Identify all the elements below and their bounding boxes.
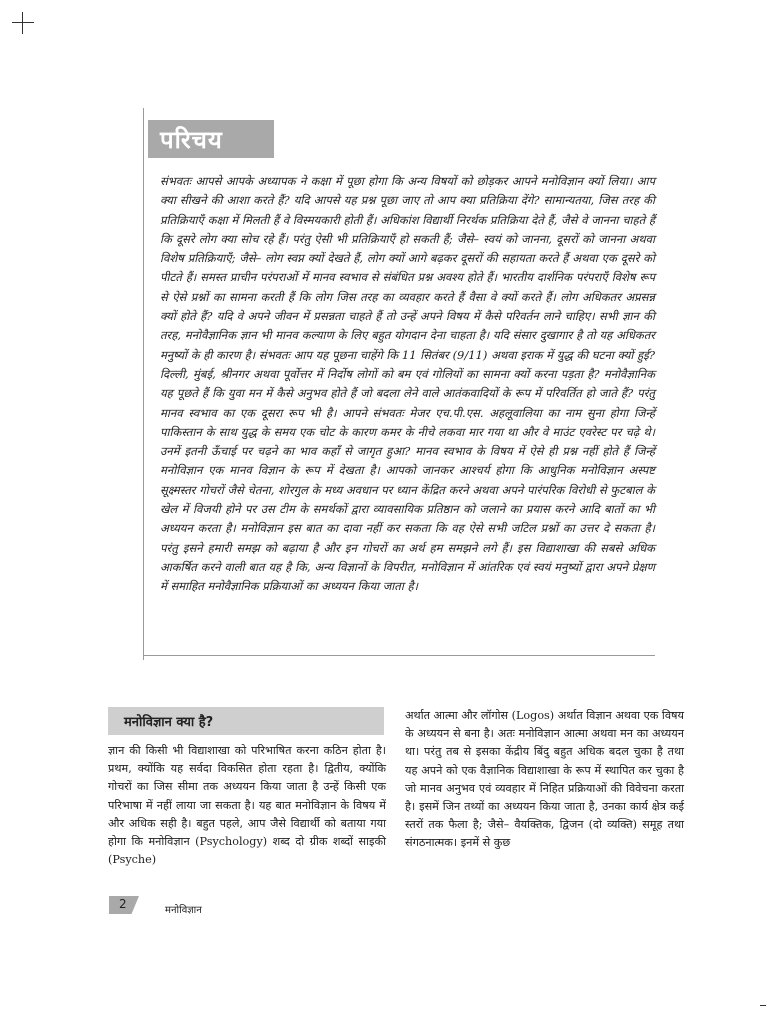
intro-border-vertical xyxy=(143,108,144,660)
right-column-paragraph: अर्थात आत्मा और लॉगोस (Logos) अर्थात विज्ञान अथवा एक विषय के अध्ययन से बना है। अतः मनोविज्ञान आत्मा अथवा मन का अध्ययन था। परंतु तब से इसका केंद्रीय बिंदु बहुत अधिक बदल चुका है तथा यह अपने को एक वैज्ञानिक विद्याशाखा के रूप में स्थापित कर चुका है जो मानव अनुभव एवं व्यवहार में निहित प्रक्रियाओं की विवेचना करता है। इसमें जिन तथ्यों का अध्ययन किया जाता है, उनका कार्य क्षेत्र कई स्तरों तक फैला है; जैसे– वैयक्तिक, द्विजन (दो व्यक्ति) समूह तथा संगठनात्मक। इनमें से कुछ xyxy=(405,709,684,850)
section-header xyxy=(108,707,384,735)
intro-border-horizontal xyxy=(143,655,655,656)
running-head: मनोविज्ञान xyxy=(165,905,202,916)
edge-mark xyxy=(760,1005,766,1006)
intro-title-box xyxy=(148,120,274,158)
intro-paragraph: संभवतः आपसे आपके अध्यापक ने कक्षा में पूछा होगा कि अन्य विषयों को छोड़कर आपने मनोविज्ञान क्यों लिया। आप क्या सीखने की आशा करते हैं? यदि आपसे यह प्रश्न पूछा जाए तो आप क्या प्रतिक्रिया देंगे? सामान्यतया, जिस तरह की प्रतिक्रियाएँ कक्षा में मिलती हैं वे विस्मयकारी होती हैं। अधिकांश विद्यार्थी निरर्थक प्रतिक्रिया देते हैं, जैसे वे जानना चाहते हैं कि दूसरे लोग क्या सोच रहे हैं। परंतु ऐसी भी प्रतिक्रियाएँ हो सकती हैं; जैसे– स्वयं को जानना, दूसरों को जानना अथवा विशेष प्रतिक्रियाएँ; जैसे– लोग स्वप्न क्यों देखते हैं, लोग क्यों आगे बढ़कर दूसरों की सहायता करते हैं अथवा एक दूसरे को पीटते हैं। समस्त प्राचीन परंपराओं में मानव स्वभाव से संबंधित प्रश्न अवश्य होते हैं। भारतीय दार्शनिक परंपराएँ विशेष रूप से ऐसे प्रश्नों का सामना करती हैं कि लोग जिस तरह का व्यवहार करते हैं वैसा वे क्यों करते हैं। लोग अधिकतर अप्रसन्न क्यों होते हैं? यदि वे अपने जीवन में प्रसन्नता चाहते हैं तो उन्हें अपने विषय में कैसे परिवर्तन लाने चाहिए। सभी ज्ञान की तरह, मनोवैज्ञानिक ज्ञान भी मानव कल्याण के लिए बहुत योगदान देना चाहता है। यदि संसार दुखागार है तो यह अधिकतर मनुष्यों के ही कारण है। संभवतः आप यह पूछना चाहेंगे कि 11 सितंबर (9/11) अथवा इराक में युद्ध की घटना क्यों हुई? दिल्ली, मुंबई, श्रीनगर अथवा पूर्वोत्तर में निर्दोष लोगों को बम एवं गोलियों का सामना क्यों करना पड़ता है? मनोवैज्ञानिक यह पूछते हैं कि युवा मन में कैसे अनुभव होते हैं जो बदला लेने वाले आतंकवादियों के रूप में परिवर्तित हो जाते हैं? परंतु मानव स्वभाव का एक दूसरा रूप भी है। आपने संभवतः मेजर एच.पी.एस. अहलूवालिया का नाम सुना होगा जिन्हें पाकिस्तान के साथ युद्ध के समय एक चोट के कारण कमर के नीचे लकवा मार गया था और वे माउंट एवरेस्ट पर चढ़े थे। उनमें इतनी ऊँचाई पर चढ़ने का भाव कहाँ से जागृत हुआ? मानव स्वभाव के विषय में ऐसे ही प्रश्न नहीं होते हैं जिन्हें मनोविज्ञान एक मानव विज्ञान के रूप में देखता है। आपको जानकर आश्चर्य होगा कि आधुनिक मनोविज्ञान अस्पष्ट सूक्ष्मस्तर गोचरों जैसे चेतना, शोरगुल के मध्य अवधान पर ध्यान केंद्रित करने अथवा अपने पारंपरिक विरोधी से फुटबाल के खेल में विजयी होने पर उस टीम के समर्थकों द्वारा व्यावसायिक प्रतिष्ठान को जलाने का प्रयास करने आदि बातों का भी अध्ययन करता है। मनोविज्ञान इस बात का दावा नहीं कर सकता कि वह ऐसे सभी जटिल प्रश्नों का उत्तर दे सकता है। परंतु इसने हमारी समझ को बढ़ाया है और इन गोचरों का अर्थ हम समझने लगे हैं। इस विद्याशाखा की सबसे अधिक आकर्षित करने वाली बात यह है कि, अन्य विज्ञानों के विपरीत, मनोविज्ञान में आंतरिक एवं स्वयं मनुष्यों द्वारा अपने प्रेक्षण में समाहित मनोवैज्ञानिक प्रक्रियाओं का अध्ययन किया जाता है। xyxy=(160,174,655,594)
page-number: 2 xyxy=(119,897,127,911)
section-title: मनोविज्ञान क्या है? xyxy=(124,715,214,730)
crop-mark-icon xyxy=(12,12,34,34)
left-column-paragraph: ज्ञान की किसी भी विद्याशाखा को परिभाषित करना कठिन होता है। प्रथम, क्योंकि यह सर्वदा विकसित होता रहता है। द्वितीय, क्योंकि गोचरों का जिस सीमा तक अध्ययन किया जाता है उन्हें किसी एक परिभाषा में नहीं लाया जा सकता है। यह बात मनोविज्ञान के विषय में और अधिक सही है। बहुत पहले, आप जैसे विद्यार्थी को बताया गया होगा कि मनोविज्ञान (Psychology) शब्द दो ग्रीक शब्दों साइकी (Psyche) xyxy=(108,744,386,867)
intro-title: परिचय xyxy=(160,125,223,154)
